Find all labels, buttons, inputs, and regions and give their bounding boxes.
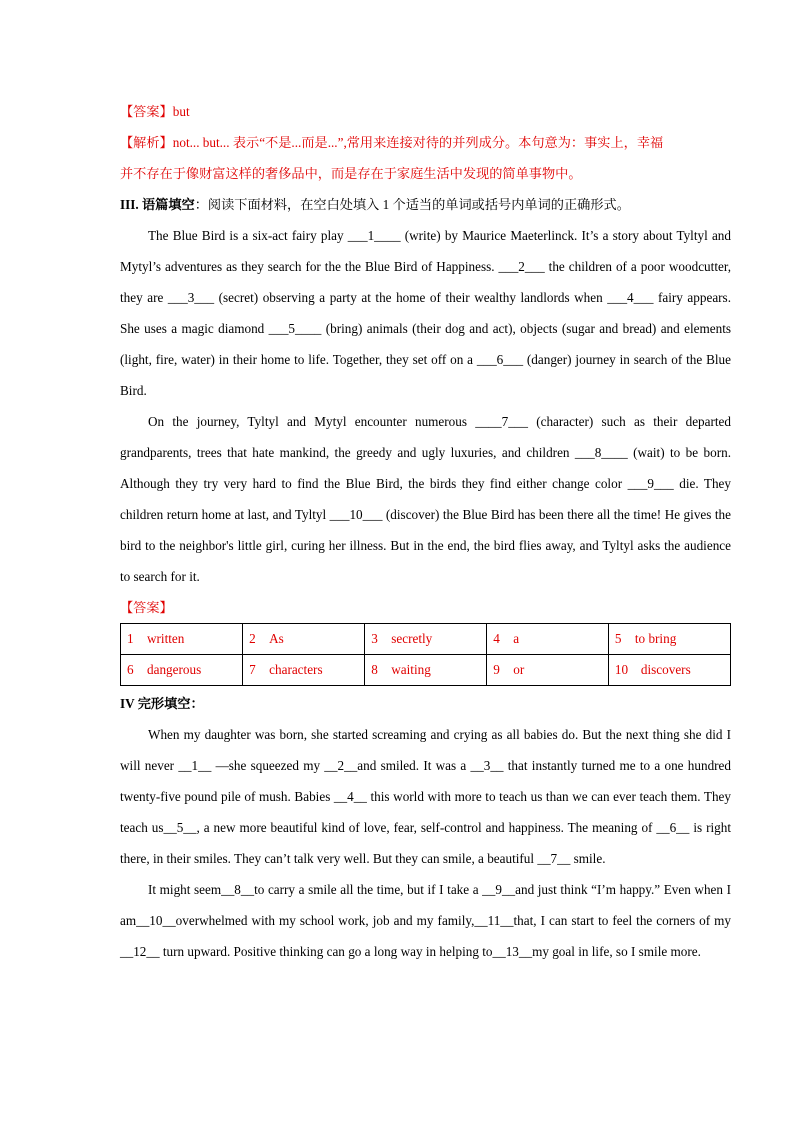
answer-cell: 5 to bring <box>608 624 730 655</box>
analysis-line-1 <box>120 127 731 158</box>
answer-cell: 2 As <box>243 624 365 655</box>
analysis-text-1: not... but... 表示“不是...而是...”,常用来连接对待的并列成分。本句意为：事实上，幸福 <box>172 135 664 150</box>
section3-paragraph-1: The Blue Bird is a six-act fairy play ___1____ (write) by Maurice Maeterlinck. It’s a story about Tyltyl and Mytyl’s adventures as they search for the the Blue Bird of Happiness. ___2___ the children of a poor woodcutter, they are ___3___ (secret) observing a party at the home of their wealthy landlords when ___4___ fairy appears. She uses a magic diamond ___5____ (bring) animals (their dog and act), objects (sugar and bread) and elements (light, fire, water) in their home to life. Together, they set off on a ___6___ (danger) journey in search of the Blue Bird. <box>120 228 731 398</box>
answer-value: but <box>172 104 190 119</box>
section3-heading: III. 语篇填空 <box>120 197 195 212</box>
answer-cell: 4 a <box>487 624 609 655</box>
section3-instruction: ：阅读下面材料，在空白处填入 1 个适当的单词或括号内单词的正确形式。 <box>194 197 630 212</box>
answer-cell: 10 discovers <box>608 655 730 686</box>
answer-cell: 9 or <box>487 655 609 686</box>
section4-heading: IV 完形填空： <box>120 696 204 711</box>
analysis-tag: 【解析】 <box>120 135 173 150</box>
answer-cell: 6 dangerous <box>121 655 243 686</box>
answer-tag: 【答案】 <box>120 104 173 119</box>
answer-row <box>121 655 731 686</box>
answer-cell: 3 secretly <box>365 624 487 655</box>
section4-paragraph-1: When my daughter was born, she started screaming and crying as all babies do. But the next thing she did I will never __1__ —she squeezed my __2__and smiled. It was a __3__ that instantly turned me to a one hundred twenty-five pound pile of mush. Babies __4__ this world with more to teach us than we can ever teach them. They teach us__5__, a new more beautiful kind of love, fear, self-control and happiness. The meaning of __6__ is right there, in their smiles. They can’t talk very well. But they can smile, a beautiful __7__ smile. <box>120 727 731 866</box>
answer-cell: 1 written <box>121 624 243 655</box>
document-page <box>120 96 731 967</box>
section4-paragraph-2: It might seem__8__to carry a smile all the time, but if I take a __9__and just think “I’m happy.” Even when I am__10__overwhelmed with my school work, job and my family,__11__that, I can start to feel the corners of my __12__ turn upward. Positive thinking can go a long way in helping to__13__my goal in life, so I smile more. <box>120 882 731 959</box>
section3-paragraph-2: On the journey, Tyltyl and Mytyl encounter numerous ____7___ (character) such as their departed grandparents, trees that hate mankind, the greedy and ugly luxuries, and children ___8____ (wait) to be born. Although they try very hard to find the Blue Bird, the birds they find either change color ___9___ die. They children return home at last, and Tyltyl ___10___ (discover) the Blue Bird has been there all the time! He gives the bird to the neighbor's little girl, curing her illness. But in the end, the bird flies away, and Tyltyl asks the audience to search for it. <box>120 414 731 584</box>
section3-answer-tag: 【答案】 <box>120 600 173 615</box>
answer-cell: 7 characters <box>243 655 365 686</box>
answer-cell: 8 waiting <box>365 655 487 686</box>
answer-line <box>120 96 731 127</box>
answer-row <box>121 624 731 655</box>
analysis-line-2 <box>120 158 731 189</box>
section3-title <box>120 189 731 220</box>
analysis-text-2: 并不存在于像财富这样的奢侈品中，而是存在于家庭生活中发现的简单事物中。 <box>120 166 582 181</box>
answer-table <box>120 623 731 686</box>
